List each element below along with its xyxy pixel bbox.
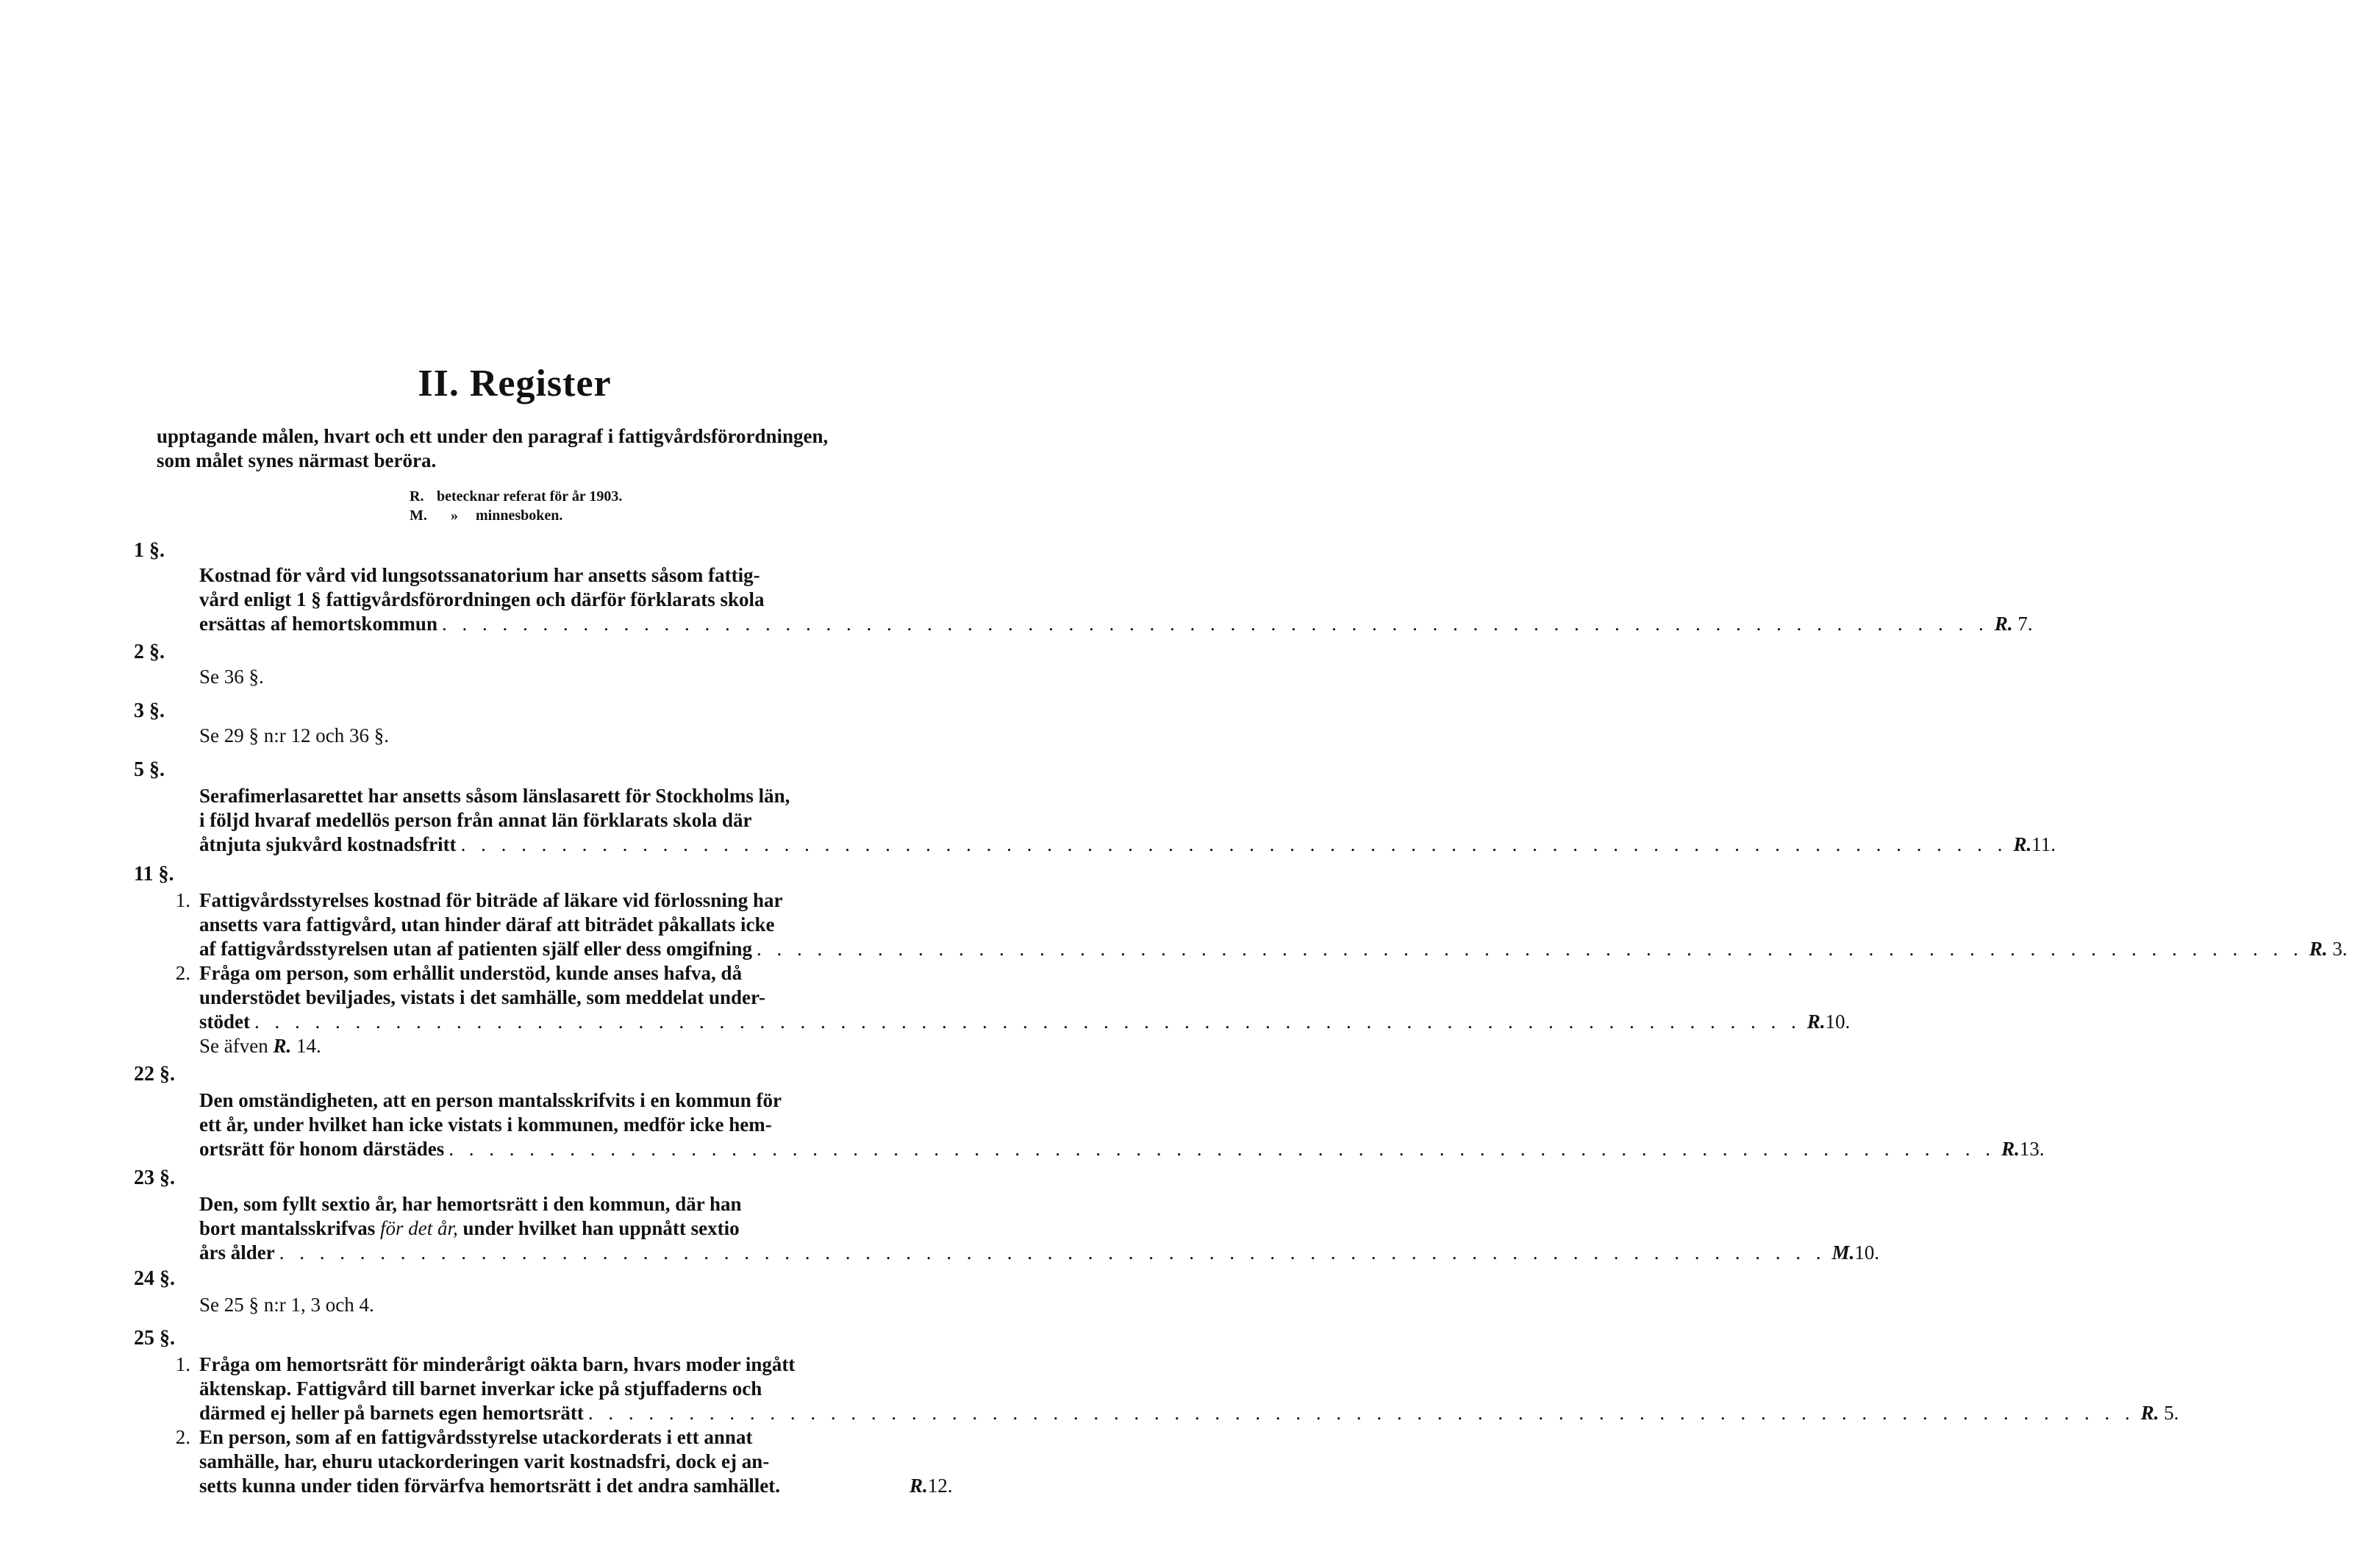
entry-last-line (199, 833, 2056, 857)
reference (2304, 937, 2380, 961)
ref-number: 12. (927, 1475, 953, 1497)
entry-text: års ålder (199, 1241, 275, 1264)
section-label-22: 22 §. (134, 1063, 175, 1086)
see-also-letter: R. (273, 1035, 292, 1057)
legend-row-r (410, 487, 622, 506)
reference (1989, 612, 2065, 636)
section-label-5: 5 §. (134, 758, 165, 781)
entry-s5 (199, 784, 2056, 857)
entry-line: Den omständigheten, att en person mantalsskrifvits i en kommun för (199, 1089, 782, 1111)
entry-s23 (199, 1192, 1879, 1265)
entry-line: samhälle, har, ehuru utackorderingen varit kostnadsfri, dock ej an- (199, 1450, 770, 1472)
legend-row-m (410, 506, 622, 525)
entry-s3 (199, 724, 980, 748)
ref-letter: R. (1994, 613, 2013, 635)
entry-text: bort mantalsskrifvas (199, 1217, 376, 1239)
entry-last-line (199, 937, 2348, 961)
entry-text: stödet (199, 1011, 250, 1033)
ref-number: 13. (2019, 1138, 2045, 1160)
entry-s25-item-1 (175, 1353, 2179, 1425)
entry-text: därmed ej heller på barnets egen hemortsrätt (199, 1402, 584, 1424)
leader-dots: . . . . . . . . . . . . . . . . . . . . . . . . . . . . . . . . . . . . . . . . . . . . . . . . . . . . . . . . . . . . . . . . . . . . . . . . . . . . . (460, 833, 2008, 855)
ref-number: 3. (2332, 938, 2348, 960)
entry-s11-item-2 (175, 961, 1851, 1058)
reference (1826, 1241, 1902, 1265)
entry-line: Fråga om hemortsrätt för minderårigt oäkta barn, hvars moder ingått (199, 1353, 796, 1375)
ref-number: 10. (1825, 1011, 1851, 1033)
entry-text: af fattigvårdsstyrelsen utan af patienten själf eller dess omgifning (199, 938, 752, 960)
item-number: 1. (175, 1353, 190, 1375)
entry-s25-item-2 (175, 1425, 980, 1498)
italic-phrase: för det år, (380, 1217, 458, 1239)
abbreviation-legend (410, 487, 622, 525)
legend-ditto-mark: » (451, 507, 458, 524)
section-label-1: 1 §. (134, 539, 165, 562)
entry-last-line (199, 1241, 1879, 1265)
ref-letter: R. (2001, 1138, 2020, 1160)
section-label-3: 3 §. (134, 699, 165, 722)
ref-letter: R. (1807, 1011, 1826, 1033)
entry-last-line (199, 1474, 980, 1498)
entry-last-line (199, 1010, 1851, 1034)
item-number: 2. (175, 962, 190, 984)
cross-reference: Se 25 § n:r 1, 3 och 4. (199, 1294, 374, 1316)
entry-s2 (199, 665, 980, 689)
ref-number: 11. (2031, 833, 2056, 855)
subtitle-line: som målet synes närmast beröra. (157, 449, 437, 471)
section-label-24: 24 §. (134, 1267, 175, 1290)
ref-letter: M. (1832, 1241, 1855, 1264)
legend-key-r: R. (410, 488, 424, 505)
ref-letter: R. (2013, 833, 2032, 855)
legend-key-m: M. (410, 507, 427, 524)
legend-text-r: betecknar referat för år 1903. (437, 488, 623, 505)
cross-reference: Se 29 § n:r 12 och 36 §. (199, 724, 389, 746)
entry-line: äktenskap. Fattigvård till barnet inverkar icke på stjuffaderns och (199, 1378, 762, 1400)
section-label-2: 2 §. (134, 641, 165, 663)
leader-dots: . . . . . . . . . . . . . . . . . . . . . . . . . . . . . . . . . . . . . . . . . . . . . . . . . . . . . . . . . . . . . . . . . . . . . . . . . . . . . (279, 1241, 1826, 1264)
section-label-25: 25 §. (134, 1327, 175, 1350)
entry-line: Serafimerlasarettet har ansetts såsom länslasarett för Stockholms län, (199, 785, 790, 807)
see-also-prefix: Se äfven (199, 1035, 268, 1057)
entry-line: Fråga om person, som erhållit understöd, kunde anses hafva, då (199, 962, 743, 984)
register-subtitle (157, 424, 995, 473)
reference (904, 1474, 980, 1498)
register-heading: II. Register (418, 363, 612, 405)
reference (2135, 1401, 2212, 1425)
section-label-23: 23 §. (134, 1166, 175, 1189)
see-also (199, 1034, 980, 1058)
entry-line: vård enligt 1 § fattigvårdsförordningen och därför förklarats skola (199, 588, 765, 610)
entry-last-line (199, 612, 2033, 636)
leader-dots: . . . . . . . . . . . . . . . . . . . . . . . . . . . . . . . . . . . . . . . . . . . . . . . . . . . . . . . . . . . . . . . . . . . . . . . . . . . . . (587, 1402, 2135, 1424)
entry-line: Fattigvårdsstyrelses kostnad för biträde af läkare vid förlossning har (199, 889, 783, 911)
cross-reference: Se 36 §. (199, 666, 264, 688)
entry-line: understödet beviljades, vistats i det samhälle, som meddelat under- (199, 986, 765, 1008)
section-label-11: 11 §. (134, 863, 174, 885)
ref-letter: R. (2309, 938, 2328, 960)
entry-line: Kostnad för vård vid lungsotssanatorium har ansetts såsom fattig- (199, 564, 760, 586)
entry-text: ersättas af hemortskommun (199, 613, 437, 635)
leader-dots: . . . . . . . . . . . . . . . . . . . . . . . . . . . . . . . . . . . . . . . . . . . . . . . . . . . . . . . . . . . . . . . . . . . . . . . . . . . . . (449, 1138, 1995, 1160)
entry-s24 (199, 1293, 980, 1317)
ref-number: 7. (2018, 613, 2033, 635)
entry-s1 (199, 563, 2033, 636)
entry-text: under hvilket han uppnått sextio (462, 1217, 740, 1239)
reference (1801, 1010, 1878, 1034)
reference (2007, 833, 2084, 857)
legend-text-m: minnesboken. (476, 507, 563, 524)
entry-s22 (199, 1088, 2045, 1161)
reference (1995, 1137, 2072, 1161)
entry-last-line (199, 1137, 2045, 1161)
item-number: 2. (175, 1426, 190, 1448)
ref-letter: R. (2140, 1402, 2159, 1424)
see-also-number: 14. (296, 1035, 321, 1057)
leader-dots: . . . . . . . . . . . . . . . . . . . . . . . . . . . . . . . . . . . . . . . . . . . . . . . . . . . . . . . . . . . . . . . . . . . . . . . . . . . . . (254, 1011, 1801, 1033)
leader-dots: . . . . . . . . . . . . . . . . . . . . . . . . . . . . . . . . . . . . . . . . . . . . . . . . . . . . . . . . . . . . . . . . . . . . . . . . . . . . . (441, 613, 1989, 635)
ref-number: 5. (2164, 1402, 2179, 1424)
item-number: 1. (175, 889, 190, 911)
leader-dots: . . . . . . . . . . . . . . . . . . . . . . . . . . . . . . . . . . . . . . . . . . . . . . . . . . . . . . . . . . . . . . . . . . . . . . . . . . . . . (756, 938, 2304, 960)
subtitle-line: upptagande målen, hvart och ett under den paragraf i fattigvårdsförordningen, (157, 425, 829, 447)
entry-line: En person, som af en fattigvårdsstyrelse utackorderats i ett annat (199, 1426, 753, 1448)
entry-text: åtnjuta sjukvård kostnadsfritt (199, 833, 457, 855)
ref-number: 10. (1854, 1241, 1879, 1264)
entry-s11-item-1 (175, 888, 2348, 961)
entry-line: Den, som fyllt sextio år, har hemortsrätt i den kommun, där han (199, 1193, 742, 1215)
entry-line: ett år, under hvilket han icke vistats i kommunen, medför icke hem- (199, 1113, 772, 1136)
entry-last-line (199, 1401, 2179, 1425)
entry-text: setts kunna under tiden förvärfva hemortsrätt i det andra samhället. (199, 1475, 780, 1497)
ref-letter: R. (910, 1475, 928, 1497)
entry-line: i följd hvaraf medellös person från annat län förklarats skola där (199, 809, 752, 831)
entry-text: ortsrätt för honom därstädes (199, 1138, 445, 1160)
entry-line (199, 1216, 980, 1241)
entry-line: ansetts vara fattigvård, utan hinder däraf att biträdet påkallats icke (199, 913, 775, 936)
